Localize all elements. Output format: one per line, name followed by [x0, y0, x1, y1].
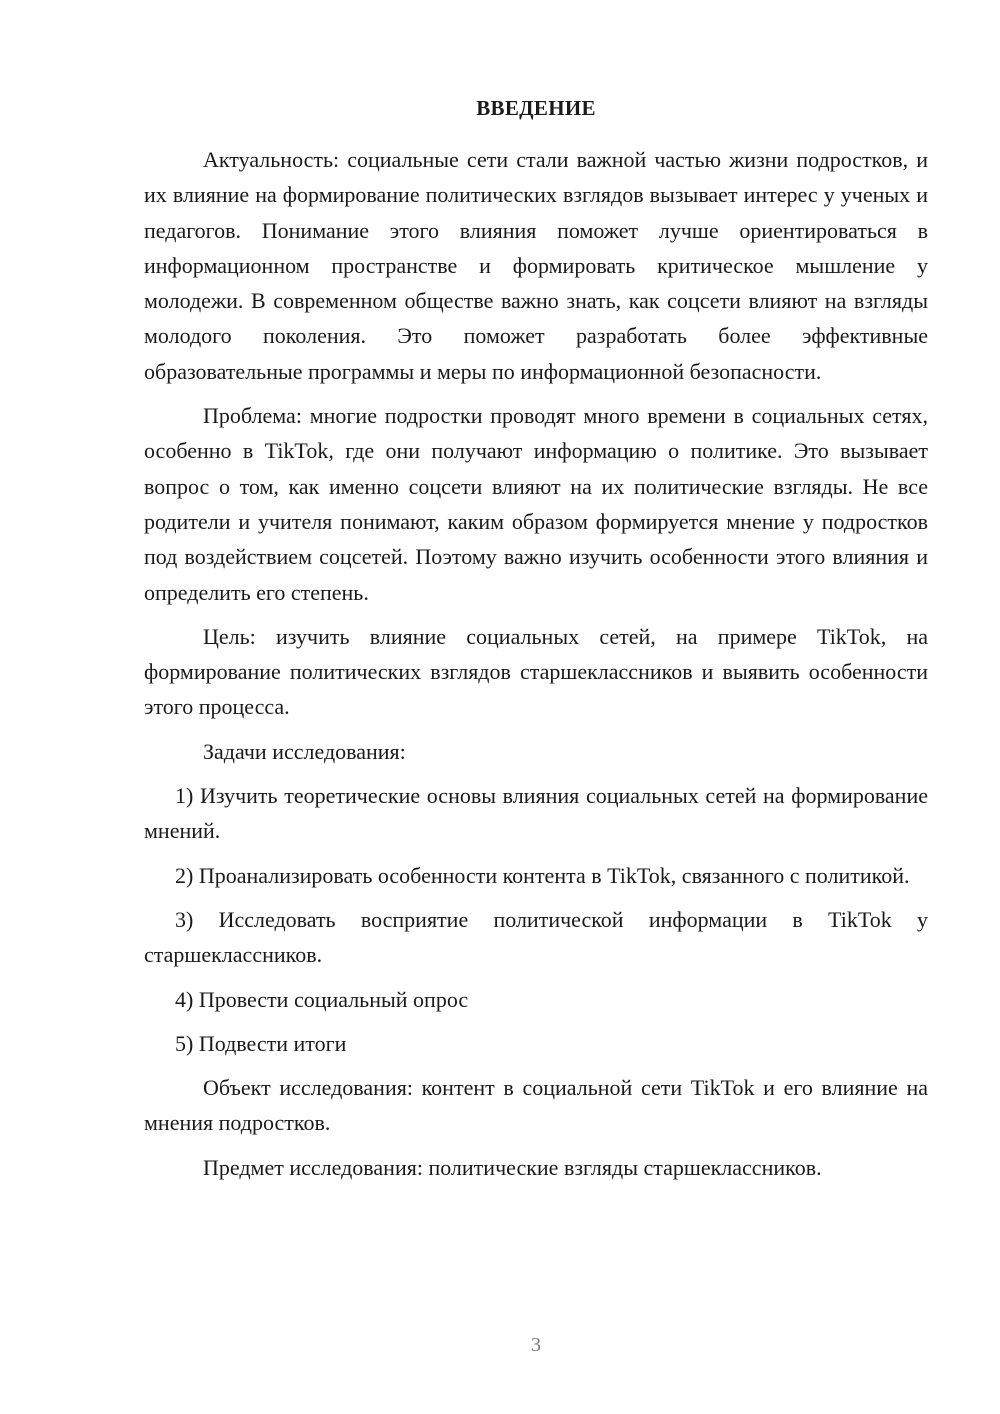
document-body — [144, 142, 928, 1185]
task-item-1: 1) Изучить теоретические основы влияния социальных сетей на формирование мнений. — [144, 783, 928, 844]
paragraph-problem: Проблема: многие подростки проводят много времени в социальных сетях, особенно в TikTok, где они получают информацию о политике. Это вызывает вопрос о том, как именно соцсети влияют на их политические взгляды. Не все родители и учителя понимают, каким образом формируется мнение у подростков под воздействием соцсетей. Поэтому важно изучить особенности этого влияния и определить его степень. — [144, 403, 928, 605]
paragraph-subject: Предмет исследования: политические взгляды старшеклассников. — [203, 1154, 822, 1180]
task-item-3: 3) Исследовать восприятие политической информации в TikTok у старшеклассников. — [144, 906, 928, 968]
paragraph-goal: Цель: изучить влияние социальных сетей, на примере TikTok, на формирование политических взглядов старшеклассников и выявить особенности этого процесса. — [144, 623, 928, 720]
paragraph-relevance: Актуальность: социальные сети стали важной частью жизни подростков, и их влияние на формирование политических взглядов вызывает интерес у ученых и педагогов. Понимание этого влияния поможет лучше ориентироваться в информационном пространстве и формировать критическое мышление у молодежи. В современном обществе важно знать, как соцсети влияют на взгляды молодого поколения. Это поможет разработать более эффективные образовательные программы и меры по информационной безопасности. — [144, 147, 928, 384]
page-number: 3 — [531, 1334, 541, 1356]
paragraph-object: Объект исследования: контент в социальной сети TikTok и его влияние на мнения подростков. — [144, 1075, 928, 1136]
task-item-4: 4) Провести социальный опрос — [175, 986, 469, 1012]
paragraph-tasks-heading: Задачи исследования: — [203, 738, 406, 764]
section-heading: ВВЕДЕНИЕ — [476, 96, 596, 120]
task-item-2: 2) Проанализировать особенности контента в TikTok, связанного с политикой. — [175, 862, 910, 888]
task-item-5: 5) Подвести итоги — [175, 1030, 347, 1056]
